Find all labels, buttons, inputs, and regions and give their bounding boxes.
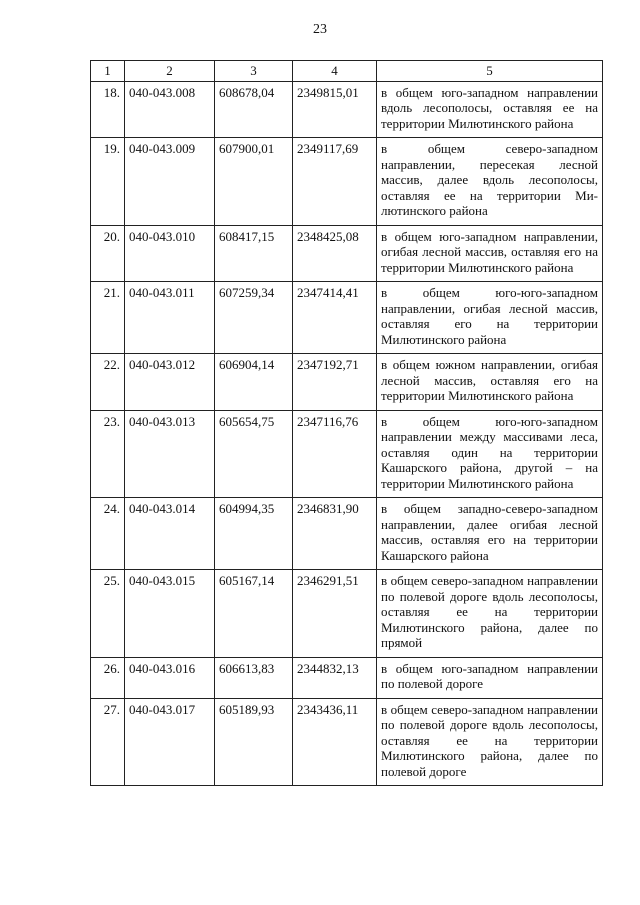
boundary-description: в общем юго-юго-западном направлении, огибая лесной массив, оставляя его на территории Милютинского района (377, 282, 603, 354)
point-code: 040-043.015 (125, 570, 215, 658)
point-code: 040-043.016 (125, 657, 215, 698)
table-row (91, 570, 603, 658)
header-col-1: 1 (91, 61, 125, 82)
boundary-description: в общем юго-юго-западном направлении между массивами леса, оставляя один на территории Кашарского района, другой – на территории Милютинского района (377, 410, 603, 498)
coordinate-x: 605189,93 (215, 698, 293, 786)
point-code: 040-043.011 (125, 282, 215, 354)
table-header-row (91, 61, 603, 82)
header-col-2: 2 (125, 61, 215, 82)
coordinate-x: 608417,15 (215, 225, 293, 282)
point-code: 040-043.010 (125, 225, 215, 282)
boundary-description: в общем западно-северо-западном направлении, далее огибая лесной массив, оставляя его на территории Кашарского района (377, 498, 603, 570)
coordinate-y: 2344832,13 (293, 657, 377, 698)
coordinate-x: 607259,34 (215, 282, 293, 354)
coordinate-y: 2349117,69 (293, 138, 377, 226)
table-row (91, 225, 603, 282)
header-col-5: 5 (377, 61, 603, 82)
table-row (91, 282, 603, 354)
row-number: 18. (91, 81, 125, 138)
coordinate-y: 2343436,11 (293, 698, 377, 786)
row-number: 19. (91, 138, 125, 226)
point-code: 040-043.008 (125, 81, 215, 138)
table-row (91, 410, 603, 498)
row-number: 23. (91, 410, 125, 498)
row-number: 27. (91, 698, 125, 786)
table-row (91, 138, 603, 226)
boundary-description: в общем северо-западном направлении, пересекая лесной массив, далее вдоль лесополосы, оставляя ее на территории Милютинского района (377, 138, 603, 226)
page-number: 23 (313, 22, 327, 37)
table-row (91, 81, 603, 138)
coordinate-y: 2347192,71 (293, 354, 377, 411)
boundary-description: в общем северо-западном направлении по полевой дороге вдоль лесополосы, оставляя ее на территории Милютинского района, далее по полевой дороге (377, 698, 603, 786)
point-code: 040-043.012 (125, 354, 215, 411)
table-row (91, 657, 603, 698)
coordinate-y: 2347116,76 (293, 410, 377, 498)
table-body (91, 81, 603, 786)
coordinate-x: 604994,35 (215, 498, 293, 570)
point-code: 040-043.013 (125, 410, 215, 498)
coordinate-x: 606904,14 (215, 354, 293, 411)
coordinate-y: 2346291,51 (293, 570, 377, 658)
point-code: 040-043.009 (125, 138, 215, 226)
coordinate-x: 607900,01 (215, 138, 293, 226)
header-col-4: 4 (293, 61, 377, 82)
boundary-points-table (90, 60, 603, 786)
coordinate-y: 2349815,01 (293, 81, 377, 138)
coordinate-y: 2346831,90 (293, 498, 377, 570)
row-number: 22. (91, 354, 125, 411)
boundary-description: в общем юго-западном направлении, огибая лесной массив, оставляя его на территории Милютинского района (377, 225, 603, 282)
coordinate-y: 2348425,08 (293, 225, 377, 282)
row-number: 26. (91, 657, 125, 698)
point-code: 040-043.014 (125, 498, 215, 570)
table-row (91, 698, 603, 786)
header-col-3: 3 (215, 61, 293, 82)
coordinate-x: 606613,83 (215, 657, 293, 698)
boundary-description: в общем юго-западном направлении по полевой дороге (377, 657, 603, 698)
table-row (91, 498, 603, 570)
table-row (91, 354, 603, 411)
boundary-description: в общем южном направлении, огибая лесной массив, оставляя его на территории Милютинского района (377, 354, 603, 411)
coordinate-x: 605654,75 (215, 410, 293, 498)
row-number: 20. (91, 225, 125, 282)
boundary-description: в общем северо-западном направлении по полевой дороге вдоль лесополосы, оставляя ее на территории Милютинского района, далее по прямой (377, 570, 603, 658)
row-number: 21. (91, 282, 125, 354)
coordinate-x: 608678,04 (215, 81, 293, 138)
point-code: 040-043.017 (125, 698, 215, 786)
boundary-description: в общем юго-западном направлении вдоль лесополосы, оставляя ее на территории Милютинского района (377, 81, 603, 138)
coordinate-y: 2347414,41 (293, 282, 377, 354)
row-number: 24. (91, 498, 125, 570)
row-number: 25. (91, 570, 125, 658)
coordinate-x: 605167,14 (215, 570, 293, 658)
